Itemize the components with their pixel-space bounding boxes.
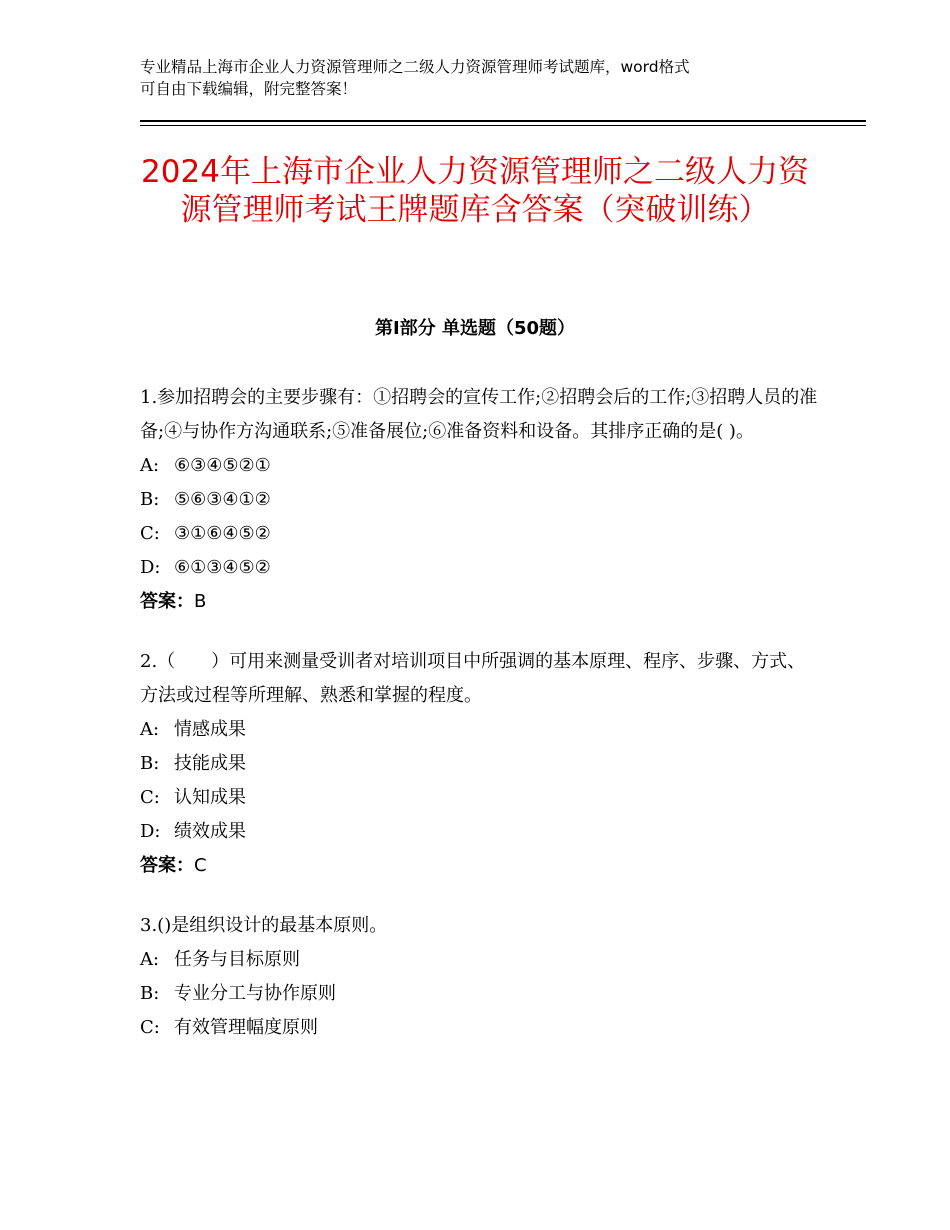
option-c	[140, 517, 820, 551]
header-divider-thick	[140, 120, 866, 122]
option-d	[140, 815, 820, 849]
option-letter: C:	[140, 1017, 160, 1038]
option-c	[140, 1011, 820, 1045]
option-a	[140, 713, 820, 747]
option-letter: D:	[140, 557, 161, 578]
answer-line	[140, 585, 820, 619]
option-text: ⑥①③④⑤②	[174, 557, 271, 578]
question-1	[140, 381, 820, 619]
option-letter: D:	[140, 821, 161, 842]
answer-value: C	[194, 855, 207, 876]
header-divider-thin	[140, 125, 866, 126]
option-letter: A:	[140, 719, 160, 740]
option-a	[140, 943, 820, 977]
option-d	[140, 551, 820, 585]
option-letter: B:	[140, 489, 160, 510]
option-a	[140, 449, 820, 483]
option-letter: A:	[140, 455, 160, 476]
answer-label: 答案：	[140, 855, 194, 876]
option-b	[140, 977, 820, 1011]
option-letter: C:	[140, 787, 160, 808]
answer-label: 答案：	[140, 591, 194, 612]
section-title: 第Ⅰ部分 单选题（50题）	[374, 318, 575, 339]
option-text: 技能成果	[174, 753, 246, 774]
option-text: ⑤⑥③④①②	[174, 489, 271, 510]
option-text: ⑥③④⑤②①	[174, 455, 271, 476]
question-stem: 3.()是组织设计的最基本原则。	[140, 915, 388, 936]
option-text: 专业分工与协作原则	[174, 983, 336, 1004]
document-title: 2024年上海市企业人力资源管理师之二级人力资源管理师考试王牌题库含答案（突破训练）	[141, 154, 809, 228]
header-note-line-1: 专业精品上海市企业人力资源管理师之二级人力资源管理师考试题库，word格式	[140, 58, 690, 76]
option-letter: C:	[140, 523, 160, 544]
answer-line	[140, 849, 820, 883]
option-text: 有效管理幅度原则	[174, 1017, 318, 1038]
option-c	[140, 781, 820, 815]
question-stem: 1.参加招聘会的主要步骤有：①招聘会的宣传工作;②招聘会后的工作;③招聘人员的准备;④与协作方沟通联系;⑤准备展位;⑥准备资料和设备。其排序正确的是( )。	[140, 387, 818, 442]
option-text: ③①⑥④⑤②	[174, 523, 271, 544]
question-3	[140, 909, 820, 1045]
option-b	[140, 747, 820, 781]
option-text: 任务与目标原则	[174, 949, 300, 970]
question-2	[140, 645, 820, 883]
header-note-line-2: 可自由下载编辑，附完整答案！	[140, 80, 358, 98]
header-note	[140, 56, 840, 100]
option-text: 情感成果	[174, 719, 246, 740]
question-list	[140, 381, 820, 1071]
option-letter: B:	[140, 983, 160, 1004]
answer-value: B	[194, 591, 207, 612]
option-b	[140, 483, 820, 517]
option-letter: A:	[140, 949, 160, 970]
option-letter: B:	[140, 753, 160, 774]
option-text: 绩效成果	[174, 821, 246, 842]
option-text: 认知成果	[174, 787, 246, 808]
question-stem: 2.（ ）可用来测量受训者对培训项目中所强调的基本原理、程序、步骤、方式、方法或过程等所理解、熟悉和掌握的程度。	[140, 651, 806, 706]
